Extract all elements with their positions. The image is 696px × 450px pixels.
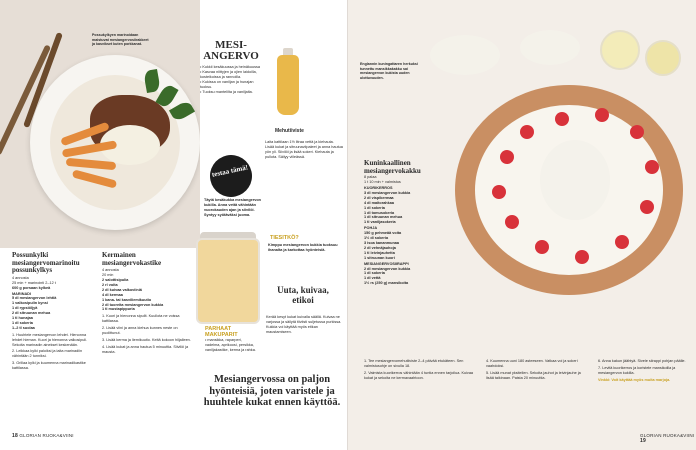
ingredient: 4 dl maitorahkaa	[364, 200, 394, 205]
recipe-step: 5. Lisää munat yksitellen. Sekoita jauhot ja leivinjauhe ja lisää taikinaan. Paista 20 minuuttia.	[486, 370, 581, 380]
recipe-servings: 8 palaa	[364, 175, 377, 180]
info-bullets	[200, 65, 262, 94]
recipe-step: 3. Lisää kerma ja liemikuutio. Keitä kokoon hiljalleen.	[102, 337, 191, 342]
recipe-step: 2. Valmista kuorikerros vähintään 4 tuntia ennen tarjoilua. Kuivaa kukat ja sekoita ne kermavaahtoon.	[364, 370, 474, 380]
recipe-servings: 4 annosta	[12, 275, 29, 280]
ingredient: 3 dl mesiangervon kukkia	[364, 190, 411, 195]
strawberry-graphic	[520, 125, 534, 139]
recipe-time: 25 min + marinointi 2–12 t	[12, 280, 56, 285]
strawberry-graphic	[575, 250, 589, 264]
ingredient: 1–2 tl suolaa	[12, 325, 35, 330]
ingredient: 1 tl vaniljasokeria	[364, 220, 396, 225]
ingredient: 1 dl sokeria	[364, 271, 385, 276]
section-heading: MARINADI	[12, 291, 31, 296]
ingredient: 1 tl leivinjauhetta	[364, 250, 395, 255]
ingredient: 600 g porsaan kylkeä	[12, 285, 51, 290]
strawberry-graphic	[492, 185, 506, 199]
recipe-title: Kermainen mesiangervokastike	[102, 251, 162, 267]
flower-graphic	[520, 30, 580, 65]
magazine-name: GLORIAN RUOKA&VIINI	[640, 433, 695, 438]
page-number: 18	[12, 433, 18, 439]
ingredient: 2 rl voita	[102, 282, 118, 287]
info-title: MESI-ANGERVO	[203, 39, 259, 62]
ingredient: 4 dl kermaa	[102, 292, 123, 297]
strawberry-graphic	[630, 125, 644, 139]
ingredient: 1 tl hunajaa	[12, 316, 33, 321]
info-column	[200, 40, 262, 94]
recipe-servings: 4 annosta	[102, 268, 119, 273]
info-bullet: • Tuoksu mantelilta ja vaniljalta.	[200, 89, 253, 94]
tips-text: Kimppu mesiangervon kukkia tuoksuu ihanalta ja karkottaa hyönteisiä.	[268, 243, 338, 252]
recipe-tip: Vinkki: Voit käyttää myös muita marjoja.	[598, 377, 671, 382]
photo-caption: Possukylkyen marinoidaan maistuvat mesiangervosiirakkeet ja kasvikset kuten porkkanat.	[92, 33, 149, 47]
strawberry-graphic	[505, 215, 519, 229]
flower-graphic	[430, 35, 500, 75]
ingredient: 1 dl sokeria	[364, 205, 385, 210]
ingredient: 1½ dl sokeria	[364, 236, 389, 241]
section-heading: KUORIKERROS	[364, 186, 393, 190]
ingredient: 1 tl mustapippuria	[102, 307, 135, 312]
juice-title: Mehutiiviste	[275, 128, 304, 134]
recipe-cake	[364, 160, 442, 286]
ingredient: 1 dl sokeria	[12, 320, 33, 325]
recipe-step: 3. Grillaa kylki ja kuumenna marinadikastike kattilassa.	[12, 361, 86, 371]
recipe-step: 7. Levitä kuorikerros ja koristele mansikoilla ja mesiangervon kukilla.	[598, 365, 676, 375]
ingredient: 5 dl mesiangervon lehtiä	[12, 296, 57, 301]
cake-steps-col3	[598, 357, 690, 383]
ingredient: 1 dl rypsiöljyä	[12, 306, 38, 311]
ingredient: 2 dl tuoreita mesiangervon kukkia	[102, 302, 164, 307]
page-number-right	[640, 433, 696, 444]
ingredient: 3 isoa kananmunaa	[364, 240, 400, 245]
recipe-step: 6. Anna kakun jäähtyä. Sivele siirappi pohjan päälle.	[598, 359, 686, 363]
section-heading: MESIANGERVOSIIRAPPI	[364, 261, 409, 266]
strawberry-graphic	[645, 160, 659, 174]
ingredient: 2 dl sitruunan mehua	[12, 311, 51, 316]
drink-glass-photo	[645, 40, 681, 76]
recipe-title: Possunkylki mesiangervomarinoitu possunkylkys	[12, 251, 80, 275]
recipe-time: 20 min	[102, 273, 114, 278]
recipe-pork	[12, 252, 96, 371]
strawberry-graphic	[595, 108, 609, 122]
ingredient: 1½ rs (250 g) mansikoita	[364, 281, 409, 286]
info-bullet: • Kasvaa niittyjen ja ojien laidoilla, kosteikoissa ja rannoilla.	[200, 69, 257, 79]
ingredient: 1 dl vettä	[364, 276, 381, 281]
recipe-step: 1. Huuhtele mesiangervon lehdet. Hienonna lehdet hieman. Kuori ja hienonna valkosipuli. Sekoita marinadin ainekset keskenään.	[12, 332, 88, 347]
makuparit-text: • mansikka, raparperi, vadelma, aprikoosi, persikka, vaniljakastike, kerma ja rahka.	[205, 338, 256, 352]
ingredient: 1 sitruunan kuori	[364, 255, 395, 260]
photo-caption: Englannin kuningattaren herkuksi tunnettu mansikkakakku sai mesiangervon kukista uuden ulottuvuuden.	[360, 62, 418, 80]
ingredient: 2 dl vispikermaa	[364, 195, 394, 200]
ingredient: 1 dl tomusokeria	[364, 210, 395, 215]
page-number: 19	[640, 438, 646, 444]
strawberry-graphic	[640, 200, 654, 214]
testaa-badge: testaa tämä!	[206, 151, 256, 201]
recipe-title: Kuninkaallinen mesiangervokakku	[364, 159, 421, 175]
ingredient: 2 dl kuivaa valkoviiniä	[102, 287, 142, 292]
flower-jar-photo	[196, 238, 260, 324]
cake-steps-col2	[486, 357, 586, 381]
ingredient: 1 valkosipulin kynsi	[12, 301, 48, 306]
makuparit-title: PARHAAT MAKUPARIT	[205, 326, 238, 338]
makuparit-box	[205, 326, 257, 353]
uuta-text: Kerää kesyt kukat kuivalla säällä. Kuivaa ne varjossa ja säilytä tiiviisti suljetussa purkissa. Kukkia voi käyttää myös etikan maustamiseen.	[266, 315, 342, 334]
ingredient: 150 g pehmeää voita	[364, 231, 402, 236]
uuta-title: Uuta, kuivaa, etikoi	[277, 285, 329, 305]
tips-title: TIESITKÖ?	[270, 235, 299, 241]
cake-steps-col1	[364, 357, 474, 381]
recipe-step: 2. Lisää viini ja anna kiehua kunnes neste on puolittunut.	[102, 326, 178, 336]
pull-quote: Mesiangervossa on paljon hyönteisiä, joten varistele ja huuhtele kukat ennen käyttöä.	[203, 374, 341, 408]
ingredient: 2 salottisipulia	[102, 278, 129, 282]
juice-bottle-photo	[277, 55, 299, 115]
strawberry-graphic	[535, 240, 549, 254]
recipe-step: 4. Lisää kukat ja anna hautua 5 minuuttia. Siivilöi ja mausta.	[102, 344, 189, 354]
juice-text: Laita kattilaan 1½ litraa vettä ja kiehauta. Lisää kukat ja sitruunaviipaleet ja anna hautua yön yli. Siivilöi ja lisää sokeri. Kiehauta ja pullota. Säilyy viileässä.	[265, 140, 343, 159]
ingredient: 2 dl mesiangervon kukkia	[364, 266, 411, 271]
section-heading: POHJA	[364, 226, 378, 231]
magazine-name: GLORIAN RUOKA&VIINI	[19, 433, 74, 438]
info-bullet: • Kukkii kesäkuussa ja heinäkuussa	[200, 65, 261, 69]
recipe-step: 4. Kuumenna uuni 180 asteeseen. Vatkaa voi ja sokeri vaahdoksi.	[486, 359, 578, 368]
info-bullet: • Kukissa on vaniljan ja hunajan tuoksu.	[200, 79, 254, 89]
recipe-step: 2. Leikkaa kylki paloiksi ja laita marinadiin vähintään 2 tunniksi.	[12, 349, 83, 359]
recipe-sauce	[102, 252, 192, 355]
strawberry-graphic	[615, 235, 629, 249]
strawberry-graphic	[555, 112, 569, 126]
ingredient: 1 kana- tai kasviliemikuutio	[102, 297, 152, 302]
recipe-step: 1. Tee mesiangervomehutiiviste 2–4 päivää etukäteen. Sen valmistusohje on sivulla 18.	[364, 359, 464, 368]
recipe-time: 1 t 10 min + valmistus	[364, 180, 401, 185]
ingredient: 1 dl sitruunan mehua	[364, 215, 403, 220]
strawberry-graphic	[500, 150, 514, 164]
recipe-step: 1. Kuori ja hienonna sipulit. Kuullota ne voissa kattilassa.	[102, 314, 180, 324]
badge-text: Täytä kesäkukka mesiangervon kukilla. Anna vettä vähintään vuorokauden ajan ja siivilöi. Syntyy syötäväksi juoma.	[204, 198, 261, 217]
drink-glass-photo	[600, 30, 640, 70]
page-number-left	[12, 433, 74, 439]
ingredient: 2 dl vehnäjauhoja	[364, 245, 396, 250]
elderflower-topping-graphic	[540, 140, 610, 220]
